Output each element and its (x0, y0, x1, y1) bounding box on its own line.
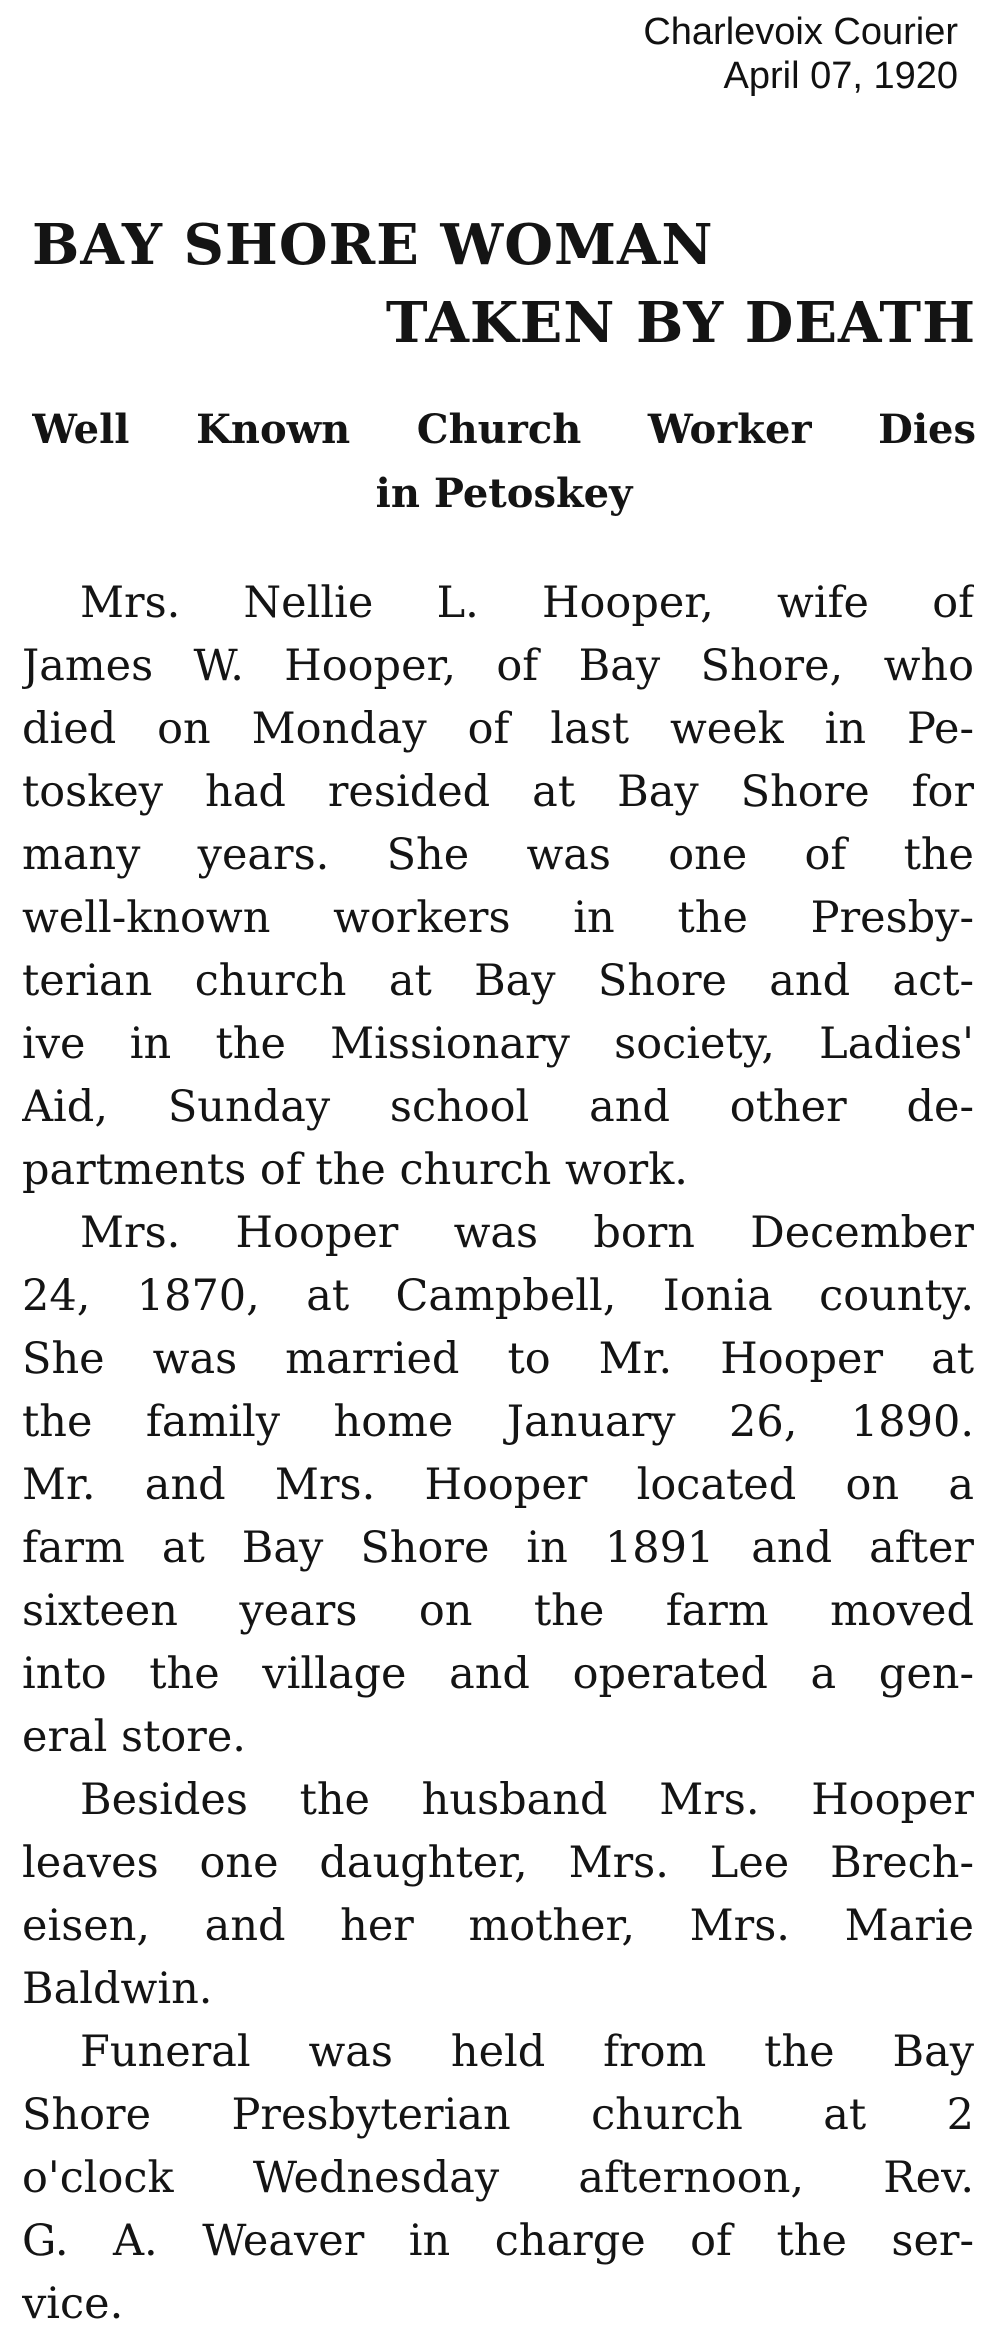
article-line: Mrs. Hooper was born December (80, 1208, 974, 1258)
publication-name: Charlevoix Courier (643, 11, 958, 53)
article-line: eral store. (22, 1712, 246, 1762)
article-paragraph (22, 1202, 974, 1769)
article-line: vice. (22, 2279, 124, 2329)
article-line: died on Monday of last week in Pe- (22, 704, 974, 754)
subheadline (32, 398, 976, 526)
article-paragraph (22, 572, 974, 1202)
subheadline-line-2: in Petoskey (375, 470, 633, 517)
source-citation (643, 10, 958, 98)
article-line: many years. She was one of the (22, 830, 974, 880)
article-line: sixteen years on the farm moved (22, 1586, 974, 1636)
headline-line-2: TAKEN BY DEATH (385, 290, 976, 356)
article-line: Besides the husband Mrs. Hooper (80, 1775, 974, 1825)
publication-date: April 07, 1920 (723, 55, 958, 97)
article-body (22, 572, 974, 2336)
article-line: Aid, Sunday school and other de- (22, 1082, 974, 1132)
article-line: James W. Hooper, of Bay Shore, who (22, 641, 974, 691)
article-paragraph (22, 2021, 974, 2336)
article-line: well-known workers in the Presby- (22, 893, 974, 943)
article-line: Baldwin. (22, 1964, 213, 2014)
article-line: She was married to Mr. Hooper at (22, 1334, 974, 1384)
article-line: eisen, and her mother, Mrs. Marie (22, 1901, 974, 1951)
article-line: Mrs. Nellie L. Hooper, wife of (80, 578, 974, 628)
subheadline-line-1: Well Known Church Worker Dies (32, 406, 976, 453)
headline-line-1: BAY SHORE WOMAN (32, 212, 714, 278)
article-paragraph (22, 1769, 974, 2021)
article-line: toskey had resided at Bay Shore for (22, 767, 974, 817)
article-line: partments of the church work. (22, 1145, 688, 1195)
article-line: into the village and operated a gen- (22, 1649, 974, 1699)
article-line: 24, 1870, at Campbell, Ionia county. (22, 1271, 974, 1321)
article-line: terian church at Bay Shore and act- (22, 956, 974, 1006)
article-line: Funeral was held from the Bay (80, 2027, 974, 2077)
article-line: ive in the Missionary society, Ladies' (22, 1019, 974, 1069)
article-line: G. A. Weaver in charge of the ser- (22, 2216, 974, 2266)
article-line: Shore Presbyterian church at 2 (22, 2090, 974, 2140)
article-line: the family home January 26, 1890. (22, 1397, 974, 1447)
article-line: farm at Bay Shore in 1891 and after (22, 1523, 974, 1573)
article-line: Mr. and Mrs. Hooper located on a (22, 1460, 974, 1510)
article-line: leaves one daughter, Mrs. Lee Brech- (22, 1838, 974, 1888)
article-line: o'clock Wednesday afternoon, Rev. (22, 2153, 974, 2203)
headline (32, 206, 976, 362)
